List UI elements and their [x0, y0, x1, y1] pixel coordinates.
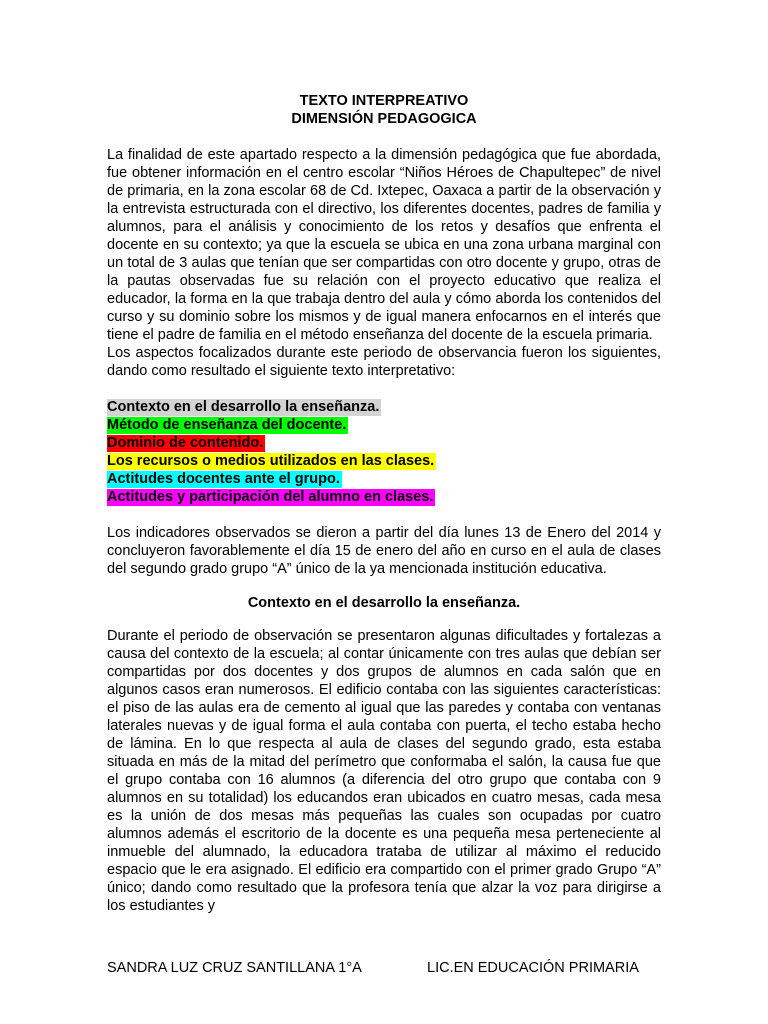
footer-author: SANDRA LUZ CRUZ SANTILLANA 1°A: [107, 960, 362, 976]
aspect-item: [107, 416, 661, 434]
document-subtitle: DIMENSIÓN PEDAGOGICA: [291, 111, 477, 127]
indicators-paragraph: Los indicadores observados se dieron a partir del día lunes 13 de Enero del 2014 y concluyeron favorablemente el día 15 de enero del año en curso en el aula de clases del segundo grado grupo “A” único de la ya mencionada institución educativa.: [107, 525, 661, 577]
aspect-label: Actitudes y participación del alumno en clases.: [107, 489, 434, 505]
aspect-item: [107, 488, 661, 506]
document-page: [107, 92, 661, 915]
aspect-item: [107, 452, 661, 470]
aspects-intro-paragraph: Los aspectos focalizados durante este periodo de observancia fueron los siguientes, dando como resultado el siguiente texto interpretativo:: [107, 345, 661, 379]
section-title: Contexto en el desarrollo la enseñanza.: [247, 595, 521, 611]
aspect-item: [107, 470, 661, 488]
aspect-label: Actitudes docentes ante el grupo.: [107, 471, 340, 487]
aspect-label: Contexto en el desarrollo la enseñanza.: [107, 399, 380, 415]
context-paragraph: Durante el periodo de observación se presentaron algunas dificultades y fortalezas a causa del contexto de la escuela; al contar únicamente con tres aulas que debían ser compartidas por dos docentes y dos grupos de alumnos en cada salón que en algunos casos eran numerosos. El edificio contaba con las siguientes características: el piso de las aulas era de cemento al igual que las paredes y contaba con ventanas laterales nuevas y de igual forma el aula contaba con puerta, el techo estaba hecho de lámina. En lo que respecta al aula de clases del segundo grado, esta estaba situada en más de la mitad del perímetro que conformaba el salón, la causa fue que el grupo contaba con 16 alumnos (a diferencia del otro grupo que contaba con 9 alumnos en su totalidad) los educandos eran ubicados en cuatro mesas, cada mesa es la unión de dos mesas más pequeñas las cuales son ocupadas por cuatro alumnos además el escritorio de la docente es una pequeña mesa perteneciente al inmueble del alumnado, la educadora trataba de utilizar al máximo el reducido espacio que le era asignado. El edificio era compartido con el primer grado Grupo “A” único; dando como resultado que la profesora tenía que alzar la voz para dirigirse a los estudiantes y: [107, 627, 661, 914]
aspect-label: Los recursos o medios utilizados en las clases.: [107, 453, 435, 469]
footer-program: LIC.EN EDUCACIÓN PRIMARIA: [427, 960, 639, 976]
aspects-list: [107, 398, 661, 506]
intro-paragraph: La finalidad de este apartado respecto a la dimensión pedagógica que fue abordada, fue obtener información en el centro escolar “Niños Héroes de Chapultepec” de nivel de primaria, en la zona escolar 68 de Cd. Ixtepec, Oaxaca a partir de la observación y la entrevista estructurada con el directivo, los diferentes docentes, padres de familia y alumnos, para el análisis y conocimiento de los retos y desafíos que enfrenta el docente en su contexto; ya que la escuela se ubica en una zona urbana marginal con un total de 3 aulas que tenían que ser compartidas con otro docente y grupo, otras de la pautas observadas fue su relación con el proyecto educativo que realiza el educador, la forma en la que trabaja dentro del aula y cómo aborda los contenidos del curso y su dominio sobre los mismos y de igual manera enfocarnos en el interés que tiene el padre de familia en el método enseñanza del docente de la escuela primaria.: [107, 147, 661, 343]
aspect-label: Dominio de contenido.: [107, 435, 264, 451]
aspect-item: [107, 398, 661, 416]
aspect-label: Método de enseñanza del docente.: [107, 417, 347, 433]
aspect-item: [107, 434, 661, 452]
document-title: TEXTO INTERPREATIVO: [299, 93, 469, 109]
